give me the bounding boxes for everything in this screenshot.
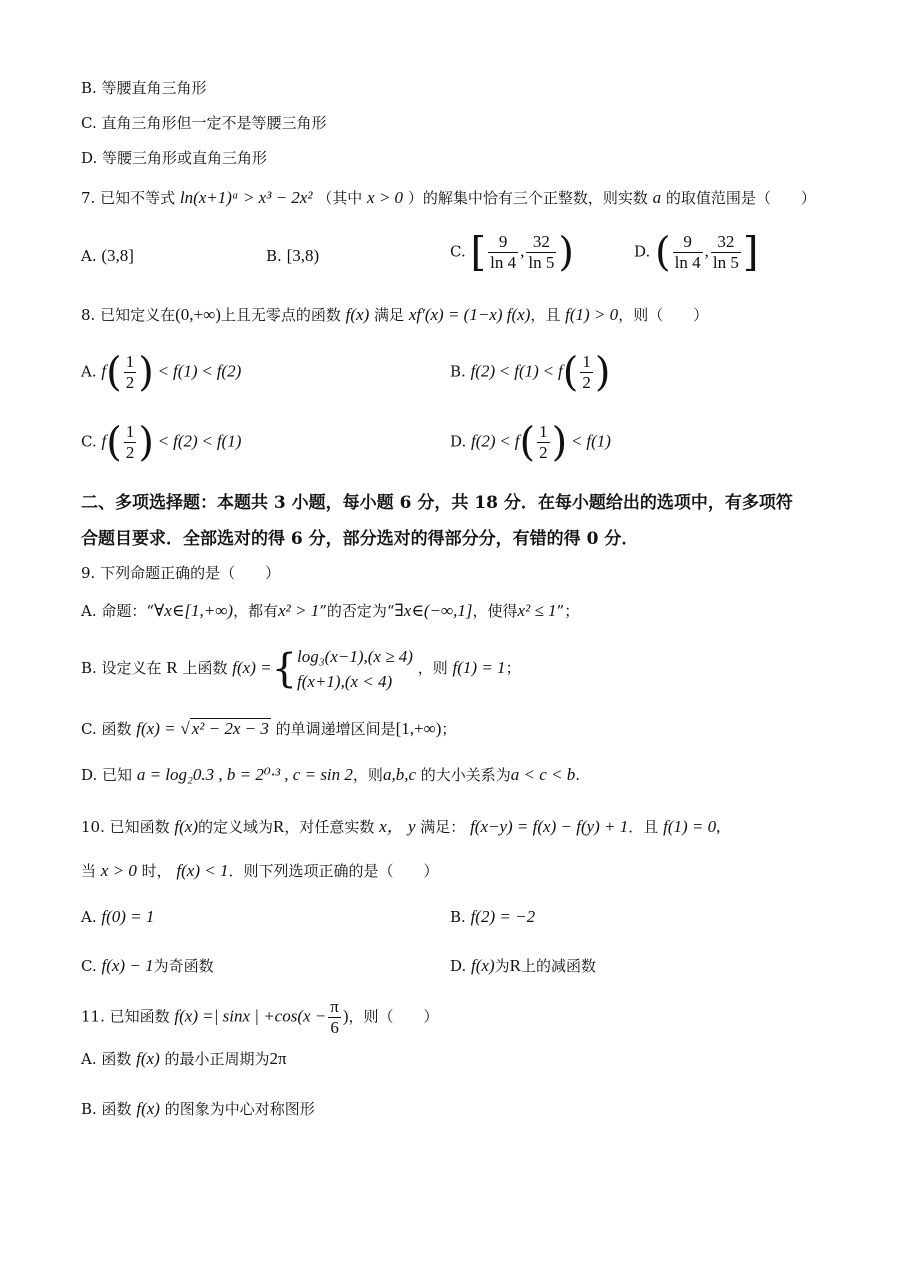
f: f xyxy=(557,361,563,381)
q7-option-c xyxy=(450,229,574,276)
left-paren: ( xyxy=(519,419,536,466)
q8-domain: (0,+∞) xyxy=(175,305,221,324)
q9c-prefix: C. 函数 xyxy=(81,720,132,738)
left-brace: { xyxy=(271,646,298,692)
question-7 xyxy=(81,187,816,208)
option-label: B. xyxy=(266,247,282,265)
fraction xyxy=(488,232,518,273)
denominator: ln 5 xyxy=(528,253,555,272)
numerator: 9 xyxy=(488,232,518,253)
q11-option-a xyxy=(81,1048,287,1069)
left-paren: ( xyxy=(106,419,122,466)
lt: < xyxy=(202,431,213,451)
denominator: 2 xyxy=(582,373,591,392)
xy: x， y xyxy=(379,817,416,836)
question-10 xyxy=(81,812,720,837)
question-8 xyxy=(81,304,708,325)
q7-var-a: a xyxy=(652,188,662,207)
f1: f(1) xyxy=(514,361,539,381)
denominator: ln 5 xyxy=(712,253,739,272)
option-value: f(0) = 1 xyxy=(101,907,155,926)
q9b-end: ； xyxy=(505,659,521,677)
right-bracket: ] xyxy=(742,229,759,276)
option-text: 为奇函数 xyxy=(153,957,214,975)
q10-mid3: 满足： xyxy=(420,818,466,836)
q11b-prefix: B. 函数 xyxy=(81,1100,132,1118)
denominator: 2 xyxy=(539,443,548,462)
q10-mid: 的定义域为 xyxy=(198,818,274,836)
q7-option-b xyxy=(266,246,319,266)
q8-option-c xyxy=(81,419,242,466)
option-value: (3,8] xyxy=(101,246,134,265)
q8-prefix: 8. 已知定义在 xyxy=(81,306,176,324)
denominator: ln 4 xyxy=(674,253,701,272)
abc: a,b,c xyxy=(382,765,416,784)
numerator: 1 xyxy=(125,422,135,441)
q7-condition: x > 0 xyxy=(367,188,404,207)
q8-f1pos: f(1) > 0 xyxy=(565,305,619,324)
f2: f(2) xyxy=(173,431,198,451)
option-value: f(2) = −2 xyxy=(470,907,536,926)
q10-option-d xyxy=(450,955,596,976)
fraction xyxy=(526,232,556,273)
f: f xyxy=(101,431,107,451)
f2: f(2) xyxy=(470,361,496,381)
left-paren: ( xyxy=(562,349,579,396)
q7-option-d xyxy=(634,229,759,276)
xgt0: x > 0 xyxy=(100,861,137,880)
q9d-end: . xyxy=(575,766,581,784)
q8-fx: f(x) xyxy=(345,305,370,324)
q9c-post: 的单调递增区间是 xyxy=(275,720,396,738)
q9-option-d xyxy=(81,764,580,785)
option-label: C. xyxy=(81,957,97,975)
lt: < xyxy=(158,361,169,381)
lt: < xyxy=(158,431,169,451)
q9a-prefix: A. 命题：“ xyxy=(81,602,155,620)
fraction xyxy=(673,232,703,273)
q8-option-b xyxy=(450,349,611,396)
option-label: D. xyxy=(450,957,467,975)
q9b-mid: 上函数 xyxy=(182,659,228,677)
set-R: R xyxy=(166,658,178,677)
set-R: R xyxy=(509,956,521,975)
left-bracket: [ xyxy=(470,229,487,276)
q9d-prefix: D. 已知 xyxy=(81,766,133,784)
lt: < xyxy=(499,361,510,381)
q9a-mid: ，都有 xyxy=(233,602,279,620)
q11-post: ，则（ ） xyxy=(348,1007,439,1026)
section-2-heading-line2: 合题目要求．全部选对的得 6 分，部分选对的得部分分，有错的得 0 分． xyxy=(81,529,639,549)
option-label: C. xyxy=(81,432,97,451)
left-paren: ( xyxy=(655,229,671,276)
f1: f(1) xyxy=(173,361,198,381)
fx: f(x) xyxy=(136,1099,160,1118)
q10-prefix: 10. 已知函数 xyxy=(81,818,170,836)
q7-end: 的取值范围是（ ） xyxy=(665,189,816,207)
denominator: ln 4 xyxy=(490,253,517,272)
option-value: f(x) xyxy=(471,956,495,975)
option-value: [3,8) xyxy=(286,246,320,265)
option-value: f(x) − 1 xyxy=(101,956,154,975)
q8-option-a xyxy=(81,349,242,396)
f1: f(1) xyxy=(586,431,611,451)
q7-post: ）的解集中恰有三个正整数，则实数 xyxy=(407,189,648,207)
right-paren: ) xyxy=(594,349,611,396)
question-10-line2 xyxy=(81,860,438,881)
exists-expr: ∃x∈(−∞,1] xyxy=(394,601,473,620)
lt: < xyxy=(500,431,510,451)
q7-mid: （其中 xyxy=(317,189,363,207)
fraction-half xyxy=(580,352,593,393)
option-text-end: 上的减函数 xyxy=(521,957,597,975)
q8-mid: 上且无零点的函数 xyxy=(220,306,341,324)
q10-l2-prefix: 当 xyxy=(81,862,97,880)
q9-option-b xyxy=(81,644,521,694)
q7-option-a xyxy=(81,246,134,266)
function-def: f(x) =| sinx | +cos(x − xyxy=(174,1006,327,1026)
lt: < xyxy=(202,361,212,381)
q10-option-b xyxy=(450,907,535,927)
fx: f(x) xyxy=(174,817,198,836)
q11b-post: 的图象为中心对称图形 xyxy=(164,1100,315,1118)
q9a-end: ”； xyxy=(556,602,580,620)
right-paren: ) xyxy=(138,419,154,466)
q11a-post: 的最小正周期为 xyxy=(164,1050,270,1068)
f1eq1: f(1) = 1 xyxy=(452,658,506,677)
forall-expr: ∀x∈[1,+∞) xyxy=(154,601,234,620)
piece-2: f(x+1),(x < 4) xyxy=(297,672,393,691)
q9d-mid: ，则 xyxy=(352,766,383,784)
question-11 xyxy=(81,997,439,1038)
denominator: 2 xyxy=(125,373,135,392)
functional-eq: f(x−y) = f(x) − f(y) + 1 xyxy=(470,817,629,836)
question-9: 9. 下列命题正确的是（ ） xyxy=(81,564,281,582)
f1: f(1) xyxy=(216,431,242,451)
two-pi: 2π xyxy=(269,1049,287,1068)
q10-mid2: ，对任意实数 xyxy=(284,818,375,836)
sqrt-sign: √ xyxy=(180,719,190,738)
comma: , xyxy=(704,241,709,261)
q8-condition: xf′(x) = (1−x) f(x) xyxy=(408,305,531,324)
lt: < xyxy=(543,361,554,381)
numerator: π xyxy=(330,997,339,1016)
option-b-q6: B. 等腰直角三角形 xyxy=(81,79,207,97)
q8-option-d xyxy=(450,419,611,466)
fx-eq: f(x) = xyxy=(232,658,272,677)
set-R: R xyxy=(273,817,285,836)
q9c-end: ； xyxy=(441,720,457,738)
option-d-q6: D. 等腰三角形或直角三角形 xyxy=(81,149,268,167)
q7-prefix: 7. 已知不等式 xyxy=(81,189,176,207)
q10-l2-post: ．则下列选项正确的是（ ） xyxy=(228,862,439,880)
fraction-half xyxy=(124,352,137,393)
option-label: A. xyxy=(81,362,97,381)
q10-mid4: ．且 xyxy=(628,818,659,836)
fraction-half xyxy=(124,422,137,463)
q9-option-c xyxy=(81,718,456,739)
sqrt-expr: x² − 2x − 3 xyxy=(191,719,269,738)
f2: f(2) xyxy=(216,361,242,381)
q9d-mid2: 的大小关系为 xyxy=(420,766,511,784)
fraction-pi-6 xyxy=(328,997,341,1038)
right-paren: ) xyxy=(558,229,574,276)
piecewise xyxy=(297,644,413,694)
q11-prefix: 11. 已知函数 xyxy=(81,1007,170,1026)
numerator: 1 xyxy=(539,422,548,441)
option-text: 为 xyxy=(494,957,510,975)
section-2-heading-line1: 二、多项选择题：本题共 3 小题，每小题 6 分，共 18 分．在每小题给出的选项中，有多项符 xyxy=(81,493,793,513)
f: f xyxy=(514,431,520,451)
q9a-mid2: ”的否定为“ xyxy=(319,602,395,620)
option-label: C. xyxy=(450,242,466,261)
q9a-mid3: ，使得 xyxy=(472,602,518,620)
q9-option-a xyxy=(81,600,579,621)
definitions: a = log₂0.3 , b = 2⁰·³ , c = sin 2 xyxy=(136,765,353,784)
fx-eq: f(x) = xyxy=(136,719,176,738)
f: f xyxy=(101,361,107,381)
comma: , xyxy=(716,817,721,836)
fxlt1: f(x) < 1 xyxy=(176,861,229,880)
q11a-prefix: A. 函数 xyxy=(81,1050,132,1068)
option-label: B. xyxy=(450,362,466,381)
q8-post: ，且 xyxy=(530,306,561,324)
numerator: 1 xyxy=(125,352,135,371)
q8-mid2: 满足 xyxy=(374,306,405,324)
option-label: D. xyxy=(450,432,467,451)
numerator: 32 xyxy=(711,232,741,253)
q7-inequality: ln(x+1)ᵃ > x³ − 2x² xyxy=(179,188,313,207)
q10-l2-mid: 时， xyxy=(141,862,172,880)
option-label: D. xyxy=(634,242,651,261)
fraction-half xyxy=(537,422,550,463)
numerator: 32 xyxy=(526,232,556,253)
option-label: B. xyxy=(450,908,466,926)
left-paren: ( xyxy=(106,349,122,396)
comma: , xyxy=(520,241,525,261)
order: a < c < b xyxy=(510,765,576,784)
right-paren: ) xyxy=(138,349,154,396)
q10-option-a xyxy=(81,907,154,927)
f2: f(2) xyxy=(471,431,496,451)
option-label: A. xyxy=(81,247,97,265)
denominator: 2 xyxy=(125,443,135,462)
x2le1: x² ≤ 1 xyxy=(517,601,557,620)
numerator: 1 xyxy=(582,352,591,371)
fx: f(x) xyxy=(136,1049,160,1068)
piece-1: log₃(x−1),(x ≥ 4) xyxy=(297,647,413,666)
lt: < xyxy=(571,431,582,451)
q9b-prefix: B. 设定义在 xyxy=(81,659,162,677)
q9b-post: ，则 xyxy=(417,659,448,677)
q8-end: ，则（ ） xyxy=(618,306,709,324)
numerator: 9 xyxy=(673,232,703,253)
f1zero: f(1) = 0 xyxy=(663,817,717,836)
x2gt1: x² > 1 xyxy=(278,601,320,620)
option-c-q6: C. 直角三角形但一定不是等腰三角形 xyxy=(81,114,327,132)
fraction xyxy=(711,232,741,273)
q11-option-b xyxy=(81,1098,315,1119)
denominator: 6 xyxy=(330,1018,339,1037)
close-paren: ) xyxy=(342,1006,349,1026)
right-paren: ) xyxy=(551,419,568,466)
interval: [1,+∞) xyxy=(395,719,442,738)
option-label: A. xyxy=(81,908,97,926)
q10-option-c xyxy=(81,955,214,976)
